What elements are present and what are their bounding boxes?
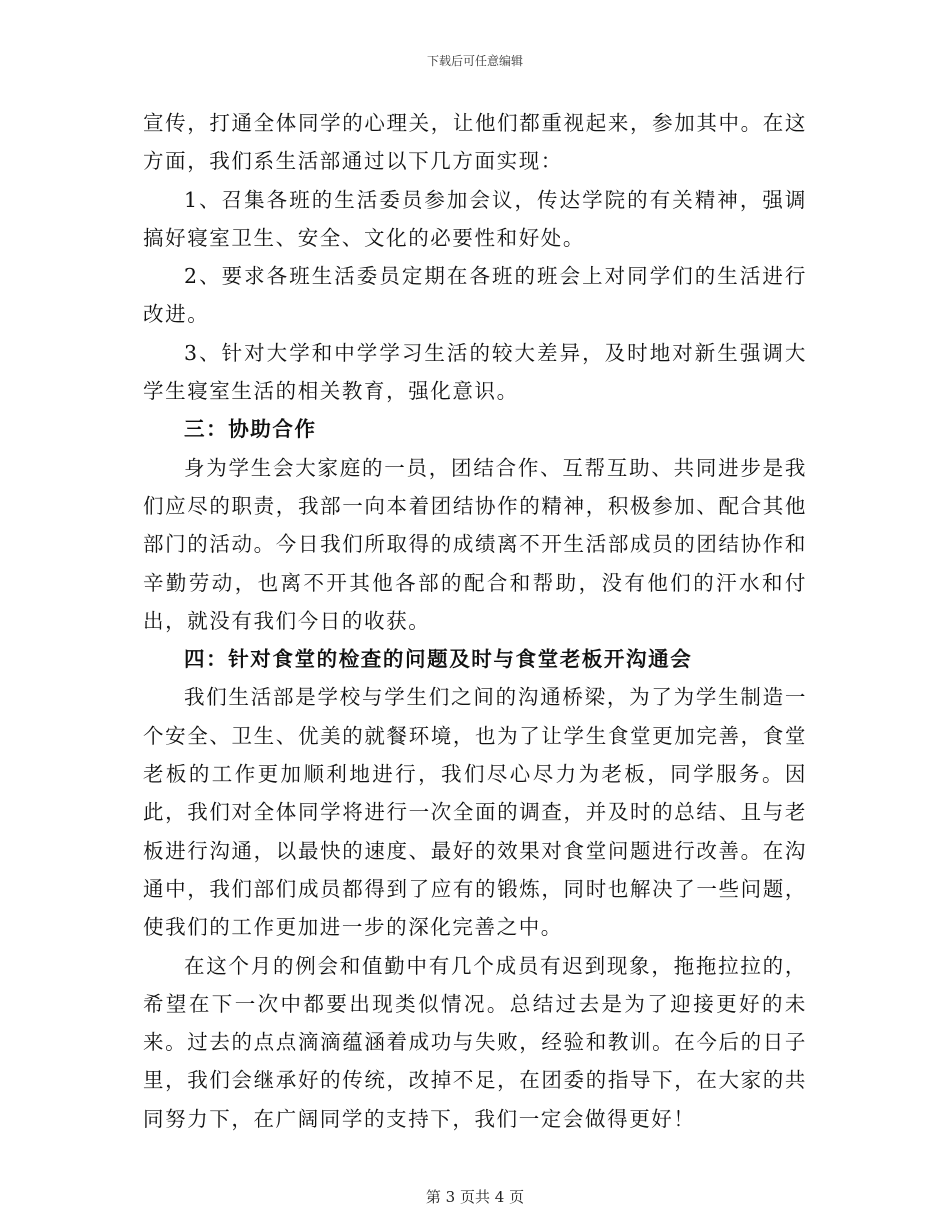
paragraph-summary: 在这个月的例会和值勤中有几个成员有迟到现象，拖拖拉拉的，希望在下一次中都要出现类似情况。总结过去是为了迎接更好的未来。过去的点点滴滴蕴涵着成功与失败，经验和教训。在今后的日子里，我们会继承好的传统，改掉不足，在团委的指导下，在大家的共同努力下，在广阔同学的支持下，我们一定会做得更好！ — [143, 953, 807, 1131]
list-item-2: 2、要求各班生活委员定期在各班的班会上对同学们的生活进行改进。 — [143, 264, 807, 327]
list-item-3: 3、针对大学和中学学习生活的较大差异，及时地对新生强调大学生寝室生活的相关教育，强化意识。 — [143, 340, 807, 404]
document-body — [143, 104, 807, 1138]
page-header: 下载后可任意编辑 — [426, 54, 523, 68]
paragraph-canteen: 我们生活部是学校与学生们之间的沟通桥梁，为了为学生制造一个安全、卫生、优美的就餐环境，也为了让学生食堂更加完善，食堂老板的工作更加顺利地进行，我们尽心尽力为老板，同学服务。因此，我们对全体同学将进行一次全面的调查，并及时的总结、且与老板进行沟通，以最快的速度、最好的效果对食堂问题进行改善。在沟通中，我们部们成员都得到了应有的锻炼，同时也解决了一些问题，使我们的工作更加进一步的深化完善之中。 — [143, 685, 807, 940]
paragraph-cooperation: 身为学生会大家庭的一员，团结合作、互帮互助、共同进步是我们应尽的职责，我部一向本着团结协作的精神，积极参加、配合其他部门的活动。今日我们所取得的成绩离不开生活部成员的团结协作和辛勤劳动，也离不开其他各部的配合和帮助，没有他们的汗水和付出，就没有我们今日的收获。 — [143, 455, 807, 633]
section-heading-3: 三：协助合作 — [184, 417, 317, 442]
page-number: 第 3 页共 4 页 — [425, 1188, 525, 1206]
paragraph-intro-continued: 宣传，打通全体同学的心理关，让他们都重视起来，参加其中。在这方面，我们系生活部通过以下几方面实现： — [143, 111, 807, 174]
section-heading-4: 四：针对食堂的检查的问题及时与食堂老板开沟通会 — [184, 647, 693, 672]
list-item-1: 1、召集各班的生活委员参加会议，传达学院的有关精神，强调搞好寝室卫生、安全、文化的必要性和好处。 — [143, 187, 807, 250]
